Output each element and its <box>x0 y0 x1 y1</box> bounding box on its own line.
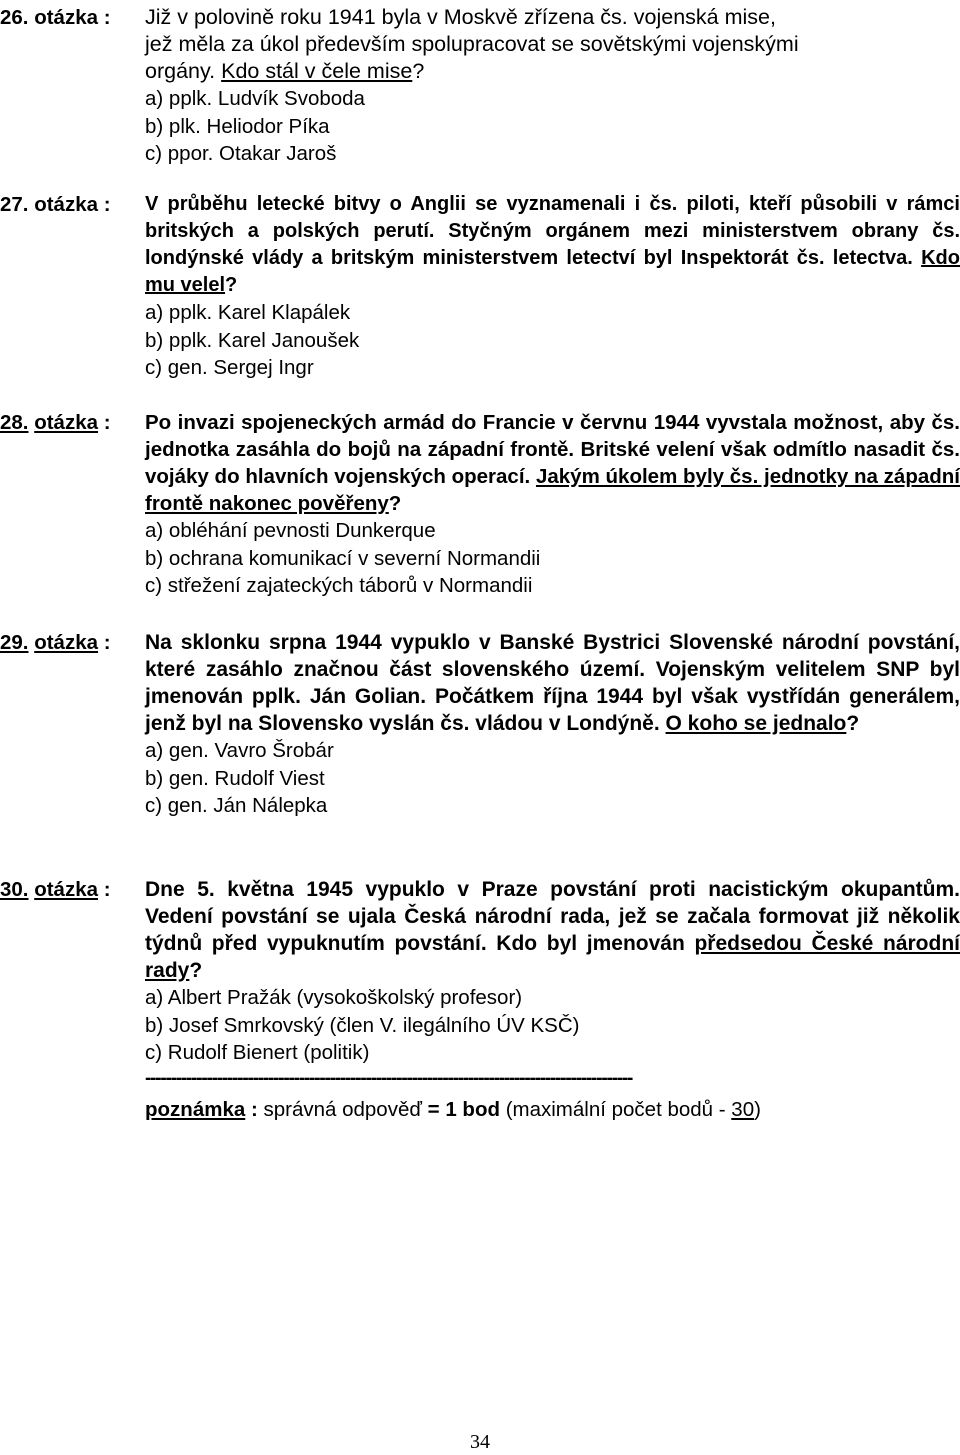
answer-c: c) Rudolf Bienert (politik) <box>145 1041 370 1064</box>
answer-b: b) pplk. Karel Janoušek <box>145 328 360 352</box>
answer-a: a) Albert Pražák (vysokoškolský profesor) <box>145 986 523 1009</box>
question-label: otázka <box>34 6 99 29</box>
answer-c: c) střežení zajateckých táborů v Normandii <box>145 574 533 597</box>
question-text <box>145 409 960 517</box>
answer-b: b) gen. Rudolf Viest <box>145 766 325 790</box>
question-text <box>145 4 960 85</box>
answer-b: b) plk. Heliodor Píka <box>145 114 330 138</box>
question-label: otázka <box>34 631 99 654</box>
page-number: 34 <box>470 1431 490 1453</box>
number: 30. <box>0 878 29 901</box>
question-text <box>145 191 960 299</box>
answer-b: b) ochrana komunikací v severní Normandii <box>145 546 541 570</box>
number: 27. <box>0 193 29 216</box>
question-body <box>145 876 960 1067</box>
question-label: otázka <box>34 878 99 901</box>
answer-c: c) gen. Sergej Ingr <box>145 356 314 379</box>
question-mark: ? <box>189 959 203 982</box>
text-line: orgány. <box>145 59 216 83</box>
question-text <box>145 629 960 737</box>
scoring-note <box>145 1096 761 1123</box>
answer-a: a) pplk. Ludvík Svoboda <box>145 87 365 110</box>
question-number <box>0 876 111 903</box>
question-prompt: O koho se jednalo <box>665 712 847 735</box>
question-mark: ? <box>846 712 860 735</box>
separator-colon: : <box>98 411 111 434</box>
note-close: ) <box>754 1098 761 1121</box>
note-points: = 1 bod <box>427 1098 500 1121</box>
number: 29. <box>0 631 29 654</box>
text-line: jež měla za úkol především spolupracovat se sovětskými vojenskými <box>145 32 799 56</box>
answer-c: c) ppor. Otakar Jaroš <box>145 142 337 165</box>
question-number <box>0 4 111 31</box>
note-text-2: (maximální počet bodů - <box>500 1098 732 1121</box>
note-text: správná odpověď <box>263 1098 428 1121</box>
note-max-points: 30 <box>731 1098 755 1121</box>
question-prompt: Kdo mu velel <box>145 247 960 296</box>
question-body <box>145 629 960 820</box>
separator-colon: : <box>98 878 111 901</box>
answer-c: c) gen. Ján Nálepka <box>145 794 328 817</box>
answer-b: b) Josef Smrkovský (člen V. ilegálního ÚV KSČ) <box>145 1013 580 1037</box>
number: 26. <box>0 6 29 29</box>
answer-a: a) pplk. Karel Klapálek <box>145 301 351 324</box>
note-colon: : <box>245 1098 264 1121</box>
text-body: Na sklonku srpna 1944 vypuklo v Banské Bystrici Slovenské národní povstání, které zasáhlo značnou část slovenského území. Vojenským velitelem SNP byl jmenován pplk. Ján Golian. Počátkem října 1944 byl však vystřídán generálem, jenž byl na Slovensko vyslán čs. vládou v Londýně. <box>145 631 960 735</box>
answer-a: a) obléhání pevnosti Dunkerque <box>145 519 436 542</box>
separator-line: ----------------------------------------------------------------------------------------------- <box>145 1068 633 1089</box>
question-prompt: předsedou České národní rady <box>145 932 960 982</box>
question-prompt: Jakým úkolem byly čs. jednotky na západní frontě nakonec pověřeny <box>145 465 960 515</box>
question-body <box>145 191 960 382</box>
question-mark: ? <box>225 274 238 296</box>
question-label: otázka <box>34 411 99 434</box>
question-number <box>0 191 111 218</box>
question-mark: ? <box>388 492 402 515</box>
question-prompt: Kdo stál v čele mise <box>221 59 413 83</box>
separator-colon: : <box>98 631 111 654</box>
separator-colon: : <box>98 193 111 216</box>
question-text <box>145 876 960 984</box>
text-body: Dne 5. května 1945 vypuklo v Praze povstání proti nacistickým okupantům. Vedení povstání se ujala Česká národní rada, jež se začala formovat již několik týdnů před vypuknutím povstání. Kdo byl jmenován <box>145 878 960 955</box>
text-body: Po invazi spojeneckých armád do Francie v červnu 1944 vyvstala možnost, aby čs. jednotka zasáhla do bojů na západní frontě. Britské velení však odmítlo nasadit čs. vojáky do hlavních vojenských operací. <box>145 411 960 488</box>
question-body <box>145 409 960 600</box>
separator-colon: : <box>98 6 111 29</box>
number: 28. <box>0 411 29 434</box>
question-body <box>145 4 960 168</box>
question-mark: ? <box>412 59 425 83</box>
question-number <box>0 629 111 656</box>
note-label: poznámka <box>145 1098 246 1121</box>
question-label: otázka <box>34 193 99 216</box>
text-body: V průběhu letecké bitvy o Anglii se vyznamenali i čs. piloti, kteří působili v rámci britských a polských perutí. Styčným orgánem mezi ministerstvem obrany čs. londýnské vlády a britským ministerstvem letectví byl Inspektorát čs. letectva. <box>145 193 960 269</box>
answer-a: a) gen. Vavro Šrobár <box>145 739 334 762</box>
question-number <box>0 409 111 436</box>
text-line: Již v polovině roku 1941 byla v Moskvě zřízena čs. vojenská mise, <box>145 5 776 29</box>
